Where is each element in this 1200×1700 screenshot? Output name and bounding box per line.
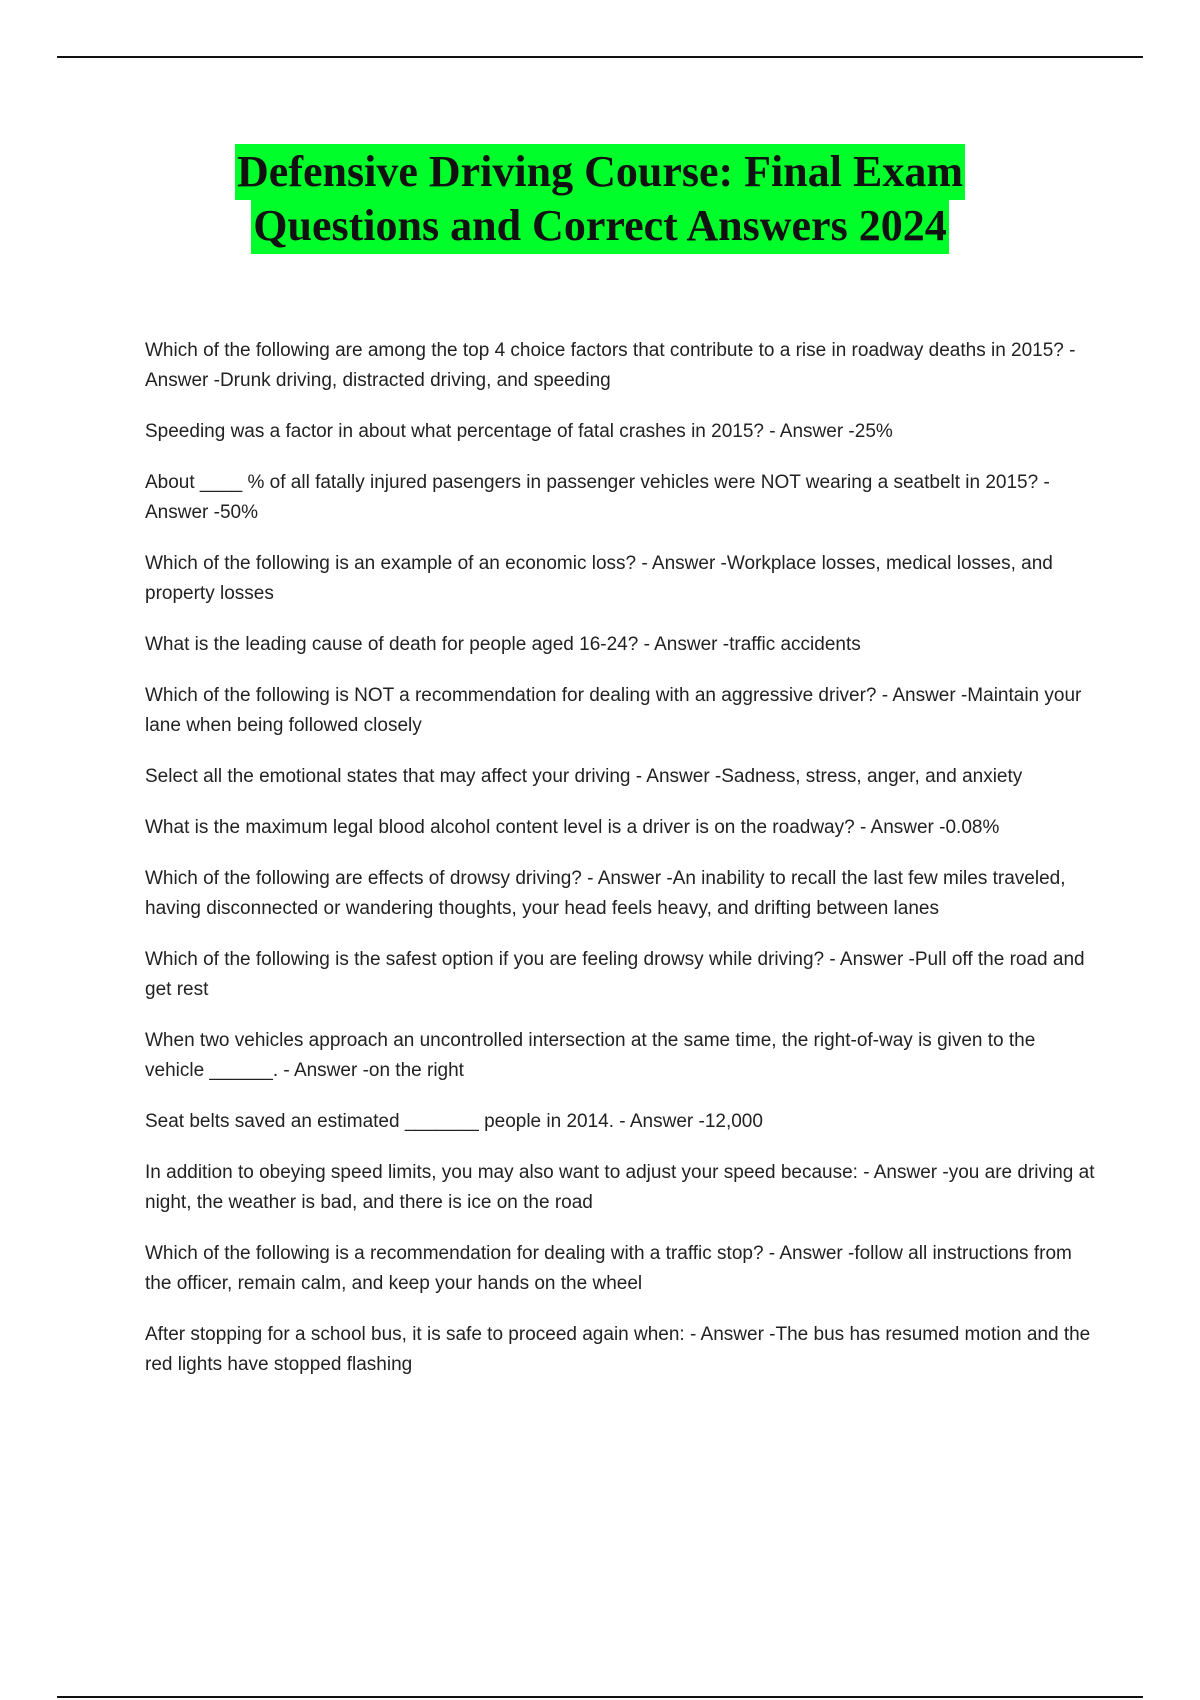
qa-list [145,336,1095,1401]
bottom-rule [57,1696,1143,1698]
title-line-2: Questions and Correct Answers 2024 [251,198,948,254]
qa-item-8: What is the maximum legal blood alcohol content level is a driver is on the roadway? - Answer -0.08% [145,817,1000,838]
top-rule [57,56,1143,58]
qa-item-15: After stopping for a school bus, it is safe to proceed again when: - Answer -The bus has resumed motion and the red lights have stopped flashing [145,1324,1091,1375]
qa-item-5: What is the leading cause of death for people aged 16-24? - Answer -traffic accidents [145,634,861,655]
title-line-1: Defensive Driving Course: Final Exam [235,144,965,200]
page-title [0,144,1200,254]
qa-item-14: Which of the following is a recommendation for dealing with a traffic stop? - Answer -follow all instructions from the officer, remain calm, and keep your hands on the wheel [145,1243,1072,1294]
qa-item-10: Which of the following is the safest option if you are feeling drowsy while driving? - Answer -Pull off the road and get rest [145,949,1085,1000]
qa-item-7: Select all the emotional states that may affect your driving - Answer -Sadness, stress, anger, and anxiety [145,766,1023,787]
qa-item-13: In addition to obeying speed limits, you may also want to adjust your speed because: - Answer -you are driving at night, the weather is bad, and there is ice on the road [145,1162,1095,1213]
qa-item-11: When two vehicles approach an uncontrolled intersection at the same time, the right-of-way is given to the vehicle ______. - Answer -on the right [145,1030,1036,1081]
qa-item-12: Seat belts saved an estimated _______ people in 2014. - Answer -12,000 [145,1111,763,1132]
qa-item-2: Speeding was a factor in about what percentage of fatal crashes in 2015? - Answer -25% [145,421,893,442]
qa-item-3: About ____ % of all fatally injured pasengers in passenger vehicles were NOT wearing a seatbelt in 2015? - Answer -50% [145,472,1050,523]
qa-item-4: Which of the following is an example of an economic loss? - Answer -Workplace losses, medical losses, and property losses [145,553,1053,604]
qa-item-9: Which of the following are effects of drowsy driving? - Answer -An inability to recall the last few miles traveled, having disconnected or wandering thoughts, your head feels heavy, and drifting between lanes [145,868,1066,919]
qa-item-6: Which of the following is NOT a recommendation for dealing with an aggressive driver? - Answer -Maintain your lane when being followed closely [145,685,1082,736]
qa-item-1: Which of the following are among the top 4 choice factors that contribute to a rise in roadway deaths in 2015? - Answer -Drunk driving, distracted driving, and speeding [145,340,1076,391]
